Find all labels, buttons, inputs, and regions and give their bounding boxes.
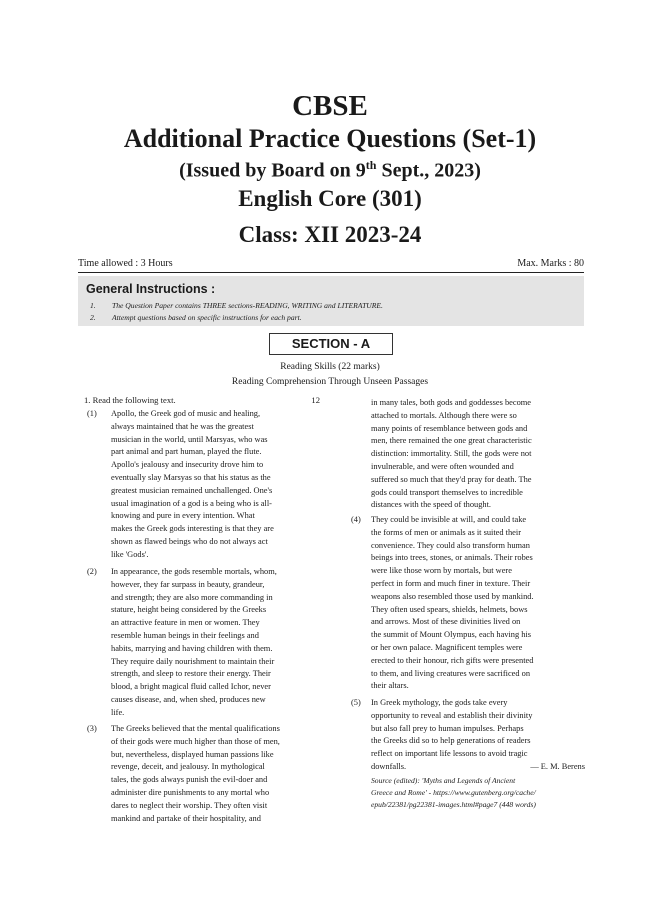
paper-title: Additional Practice Questions (Set-1)	[123, 124, 537, 153]
text-line: weapons also resembled those used by mankind.	[371, 591, 534, 601]
text-line: Greece and Rome' - https://www.gutenberg.org/cache/	[371, 788, 536, 797]
text-line: like 'Gods'.	[111, 549, 149, 559]
general-instructions-title: General Instructions :	[86, 282, 216, 296]
text-line: musician in the world, until Marsyas, who was	[111, 434, 268, 444]
text-line: shown as flawed beings who do not always act	[111, 536, 268, 546]
text-line: invulnerable, and were often wounded and	[371, 461, 514, 471]
text-line: In appearance, the gods resemble mortals, whom,	[111, 567, 277, 576]
text-line: The Greeks believed that the mental qualifications	[111, 724, 280, 733]
text-line: but also fall prey to human impulses. Perhaps	[371, 723, 524, 733]
text-line: convenience. They could also transform human	[371, 540, 530, 550]
author: — E. M. Berens	[530, 762, 585, 771]
subject-title: English Core (301)	[238, 186, 422, 211]
text-line: epub/22381/pg22381-images.html#page7 (448 words)	[371, 800, 536, 809]
text-line: makes the Greek gods interesting is that they are	[111, 524, 274, 534]
text-line: an attractive feature in men or women. They	[111, 618, 260, 628]
paragraph-5	[351, 697, 585, 761]
text-line: part animal and part human, played the flute.	[111, 447, 262, 457]
text-line: suffered so much that they'd pray for death. The	[371, 474, 532, 484]
instruction-text: The Question Paper contains THREE sections-READING, WRITING and LITERATURE.	[112, 301, 383, 310]
text-line: tales, the gods always punish the evil-doer and	[111, 775, 268, 785]
text-line: strength, and sleep to restore their energy. Their	[111, 669, 271, 679]
class-title: Class: XII 2023-24	[238, 222, 422, 247]
text-line: in many tales, both gods and goddesses become	[371, 398, 532, 407]
text-line: gods could transport themselves to incredible	[371, 487, 523, 497]
issued-sup: th	[365, 158, 377, 172]
text-line: knowing and pure in every intention. What	[111, 511, 255, 521]
text-line: eventually slay Marsyas so that his status as the	[111, 472, 271, 482]
text-line: beings into trees, stones, or animals. Their robes	[371, 553, 533, 563]
text-line: but, nevertheless, displayed human passions like	[111, 749, 274, 759]
text-line: perfect in form and much finer in texture. Their	[371, 578, 531, 588]
text-line: dares to neglect their worship. They often visit	[111, 800, 268, 810]
text-line: habits, marrying and having children with them.	[111, 643, 273, 653]
paragraph-number: (5)	[351, 698, 361, 707]
question-instruction: 1. Read the following text.	[84, 395, 176, 405]
board-title: CBSE	[292, 90, 368, 122]
text-line: distinction: immortality. Still, the gods were not	[371, 449, 532, 459]
text-line: blood, a bright magical fluid called Ichor, never	[111, 682, 271, 692]
text-line: and arrows. Most of these divinities lived on	[371, 617, 521, 627]
last-line-row	[371, 761, 585, 774]
section-subtitle: Reading Comprehension Through Unseen Passages	[231, 377, 429, 387]
text-line: mankind and partake of their hospitality, and	[111, 813, 261, 823]
text-line: Apollo's jealousy and insecurity drove him to	[111, 460, 264, 470]
section-label: SECTION - A	[269, 333, 393, 355]
text-line: greatest musician remained unchallenged. One's	[111, 485, 273, 495]
text-line: the Greeks did so to help generations of readers	[371, 736, 531, 746]
instruction-text: Attempt questions based on specific instructions for each part.	[112, 313, 302, 322]
text-line: They could be invisible at will, and could take	[371, 515, 527, 524]
general-instructions-box	[78, 276, 584, 326]
paragraph-number: (4)	[351, 515, 361, 524]
instruction-num: 1.	[90, 301, 96, 310]
text-line: always maintained that he was the greatest	[111, 421, 254, 431]
paragraph-number: (2)	[87, 567, 97, 576]
text-line: Source (edited): 'Myths and Legends of Ancient	[371, 776, 516, 785]
text-line: reflect on important life lessons to avoid tragic	[371, 749, 528, 759]
text-line: revenge, deceit, and jealousy. In mythological	[111, 762, 265, 772]
text-line: distances with the speed of thought.	[371, 500, 492, 510]
paragraph-3-continued	[371, 397, 585, 512]
text-line: men, there remained the one great characteristic	[371, 436, 532, 446]
instruction-num: 2.	[90, 313, 96, 322]
paragraph-4	[351, 514, 585, 693]
paragraph-3	[87, 723, 325, 825]
text-line: their altars.	[371, 681, 409, 691]
paragraph-1	[87, 408, 325, 562]
text-line: erected to their honour, rich gifts were presented	[371, 655, 534, 665]
text-line: the forms of men or animals as it suited their	[371, 527, 522, 537]
text-line: usual imagination of a god is a being who is all-	[111, 498, 272, 508]
instruction-item	[90, 301, 383, 310]
question-head	[84, 395, 324, 405]
divider	[78, 272, 584, 273]
issued-suffix: Sept., 2023)	[376, 159, 481, 182]
text-line: and strength; they are also more commanding in	[111, 592, 273, 602]
text-line: causes disease, and, when shed, produces new	[111, 694, 266, 704]
text-line: attached to mortals. Although there were so	[371, 410, 517, 420]
question-marks: 12	[311, 395, 320, 405]
text-line: to them, and living creatures were sacrificed on	[371, 668, 531, 678]
text-line: They require daily nourishment to maintain their	[111, 656, 275, 666]
last-line: downfalls.	[371, 762, 407, 771]
text-line: the summit of Mount Olympus, each having his	[371, 630, 532, 640]
instruction-item	[90, 313, 302, 322]
text-line: resemble human beings in their feelings and	[111, 630, 259, 640]
text-line: of their gods were much higher than those of men,	[111, 736, 280, 746]
issued-prefix: (Issued by Board on 9	[179, 159, 366, 182]
text-line: Apollo, the Greek god of music and healing,	[111, 409, 261, 418]
text-line: life.	[111, 707, 125, 717]
text-line: opportunity to reveal and establish their divinity	[371, 710, 533, 720]
source-citation	[371, 775, 587, 811]
time-allowed: Time allowed : 3 Hours	[78, 258, 173, 269]
paragraph-2	[87, 566, 325, 720]
text-line: were like those worn by mortals, but were	[371, 566, 512, 576]
text-line: or her own palace. Magnificent temples were	[371, 642, 523, 652]
section-marks: Reading Skills (22 marks)	[280, 362, 380, 372]
text-line: administer dire punishments to any mortal who	[111, 787, 270, 797]
text-line: however, they far surpass in beauty, grandeur,	[111, 579, 265, 589]
max-marks: Max. Marks : 80	[517, 258, 584, 269]
issued-date	[0, 158, 660, 183]
paragraph-number: (3)	[87, 724, 97, 733]
paragraph-number: (1)	[87, 409, 97, 418]
text-line: In Greek mythology, the gods take every	[371, 698, 508, 707]
text-line: They often used spears, shields, helmets, bows	[371, 604, 528, 614]
text-line: stature, height being considered by the Greeks	[111, 605, 267, 615]
text-line: many points of resemblance between gods and	[371, 423, 528, 433]
